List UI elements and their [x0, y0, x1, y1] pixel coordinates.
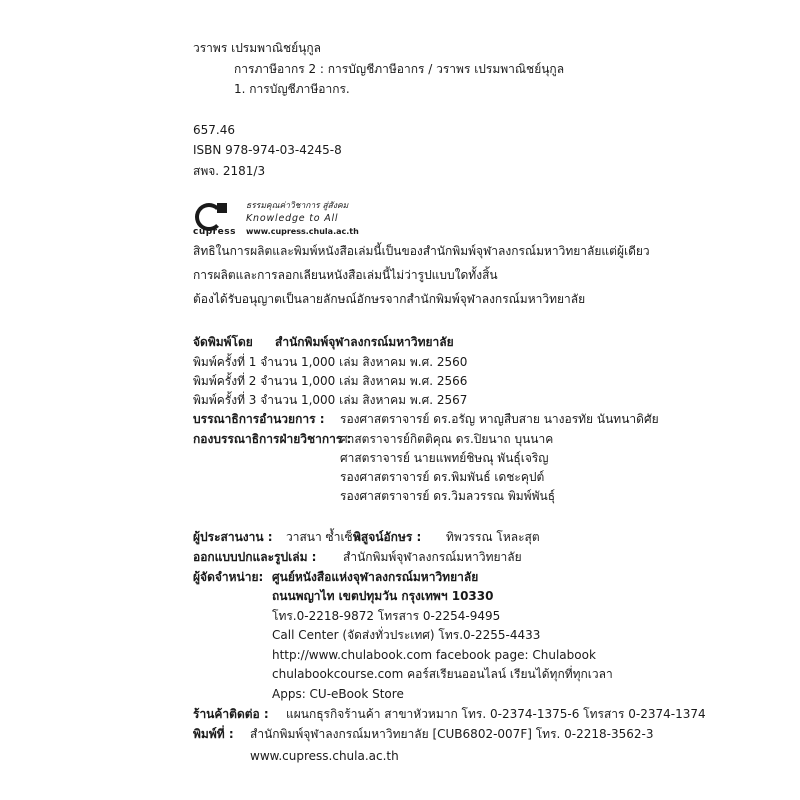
- apps: Apps: CU-eBook Store: [272, 687, 404, 701]
- publisher-name: สำนักพิมพ์จุฬาลงกรณ์มหาวิทยาลัย: [275, 335, 454, 349]
- distributor-label: ผู้จัดจำหน่าย:: [193, 570, 264, 584]
- director-label: บรรณาธิการอำนวยการ :: [193, 412, 325, 426]
- printer: สำนักพิมพ์จุฬาลงกรณ์มหาวิทยาลัย [CUB6802-007F] โทร. 0-2218-3562-3: [250, 727, 654, 741]
- distributor-phone: โทร.0-2218-9872 โทรสาร 0-2254-9495: [272, 609, 501, 623]
- rights-line-3: ต้องได้รับอนุญาตเป็นลายลักษณ์อักษรจากสำนักพิมพ์จุฬาลงกรณ์มหาวิทยาลัย: [193, 292, 586, 306]
- edition-2: พิมพ์ครั้งที่ 2 จำนวน 1,000 เล่ม สิงหาคม พ.ศ. 2566: [193, 374, 468, 388]
- catalog-ref-number: สพจ. 2181/3: [193, 164, 266, 178]
- cupress-logo-square-icon: [217, 203, 227, 213]
- catalog-subject: 1. การบัญชีภาษีอากร.: [234, 82, 350, 96]
- board-member-2: ศาสตราจารย์ นายแพทย์ชิษณุ พันธุ์เจริญ: [340, 451, 549, 465]
- publisher-label: จัดพิมพ์โดย: [193, 335, 253, 349]
- edition-3: พิมพ์ครั้งที่ 3 จำนวน 1,000 เล่ม สิงหาคม พ.ศ. 2567: [193, 393, 468, 407]
- directors: รองศาสตราจารย์ ดร.อรัญ หาญสืบสาย นางอรทัย นันทนาดิศัย: [340, 412, 659, 426]
- coordinator: วาสนา ซ้ำเซ็น: [286, 530, 361, 544]
- board-member-1: ศาสตราจารย์กิตติคุณ ดร.ปิยนาถ บุนนาค: [340, 432, 554, 446]
- rights-line-2: การผลิตและการลอกเลียนหนังสือเล่มนี้ไม่ว่ารูปแบบใดทั้งสิ้น: [193, 268, 498, 282]
- design-label: ออกแบบปกและรูปเล่ม :: [193, 550, 317, 564]
- rights-line-1: สิทธิในการผลิตและพิมพ์หนังสือเล่มนี้เป็นของสำนักพิมพ์จุฬาลงกรณ์มหาวิทยาลัยแต่ผู้เดียว: [193, 244, 650, 258]
- edition-1: พิมพ์ครั้งที่ 1 จำนวน 1,000 เล่ม สิงหาคม พ.ศ. 2560: [193, 355, 468, 369]
- logo-tagline-english: Knowledge to All: [246, 213, 339, 224]
- cupress-logo: [193, 201, 241, 237]
- cupress-logo-brand: cupress: [193, 227, 236, 237]
- catalog-class-number: 657.46: [193, 123, 235, 137]
- catalog-author: วราพร เปรมพาณิชย์นุกูล: [193, 41, 321, 55]
- proofreader-label: พิสูจน์อักษร :: [353, 530, 422, 544]
- board-member-4: รองศาสตราจารย์ ดร.วิมลวรรณ พิมพ์พันธุ์: [340, 489, 556, 503]
- printer-website: www.cupress.chula.ac.th: [250, 749, 399, 763]
- distributor-name: ศูนย์หนังสือแห่งจุฬาลงกรณ์มหาวิทยาลัย: [272, 570, 479, 584]
- online-course: chulabookcourse.com คอร์สเรียนออนไลน์ เรียนได้ทุกที่ทุกเวลา: [272, 667, 613, 681]
- contact-label: ร้านค้าติดต่อ :: [193, 707, 269, 721]
- catalog-title-line: การภาษีอากร 2 : การบัญชีภาษีอากร / วราพร เปรมพาณิชย์นุกูล: [234, 62, 565, 76]
- catalog-isbn: ISBN 978-974-03-4245-8: [193, 143, 342, 157]
- web-facebook: http://www.chulabook.com facebook page: Chulabook: [272, 648, 596, 662]
- logo-website: www.cupress.chula.ac.th: [246, 227, 359, 236]
- design: สำนักพิมพ์จุฬาลงกรณ์มหาวิทยาลัย: [343, 550, 522, 564]
- distributor-address: ถนนพญาไท เขตปทุมวัน กรุงเทพฯ 10330: [272, 589, 494, 603]
- logo-tagline-thai: ธรรมคุณค่าวิชาการ สู่สังคม: [246, 201, 349, 211]
- board-label: กองบรรณาธิการฝ่ายวิชาการ :: [193, 432, 352, 446]
- printer-label: พิมพ์ที่ :: [193, 727, 234, 741]
- proofreader: ทิพวรรณ โหละสุต: [446, 530, 540, 544]
- contact: แผนกธุรกิจร้านค้า สาขาหัวหมาก โทร. 0-2374-1375-6 โทรสาร 0-2374-1374: [286, 707, 706, 721]
- call-center: Call Center (จัดส่งทั่วประเทศ) โทร.0-2255-4433: [272, 628, 541, 642]
- board-member-3: รองศาสตราจารย์ ดร.พิมพันธ์ เดชะคุปต์: [340, 470, 545, 484]
- coordinator-label: ผู้ประสานงาน :: [193, 530, 273, 544]
